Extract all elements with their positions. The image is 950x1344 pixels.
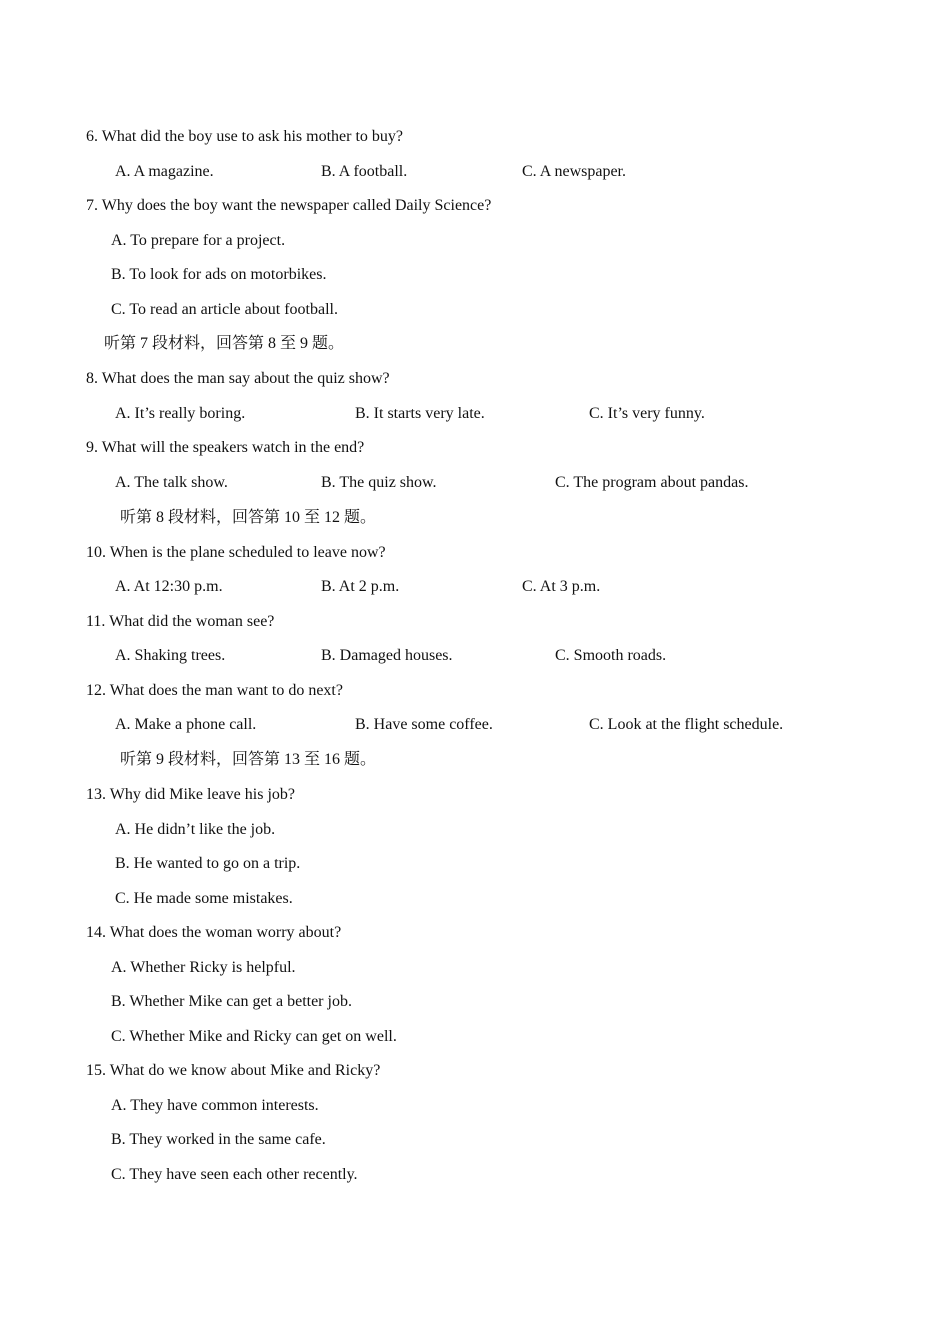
question-8-stem: 8. What does the man say about the quiz show? — [86, 370, 390, 387]
question-7-option-a: A. To prepare for a project. — [111, 232, 286, 249]
question-12-option-b: B. Have some coffee. — [355, 716, 493, 733]
question-8-option-b: B. It starts very late. — [355, 405, 485, 422]
question-9-option-b: B. The quiz show. — [321, 474, 437, 491]
question-6-option-a: A. A magazine. — [115, 163, 214, 180]
question-6-option-c: C. A newspaper. — [522, 163, 626, 180]
question-9-stem: 9. What will the speakers watch in the end? — [86, 439, 365, 456]
question-8-option-a: A. It’s really boring. — [115, 405, 246, 422]
question-14-option-b: B. Whether Mike can get a better job. — [111, 993, 352, 1010]
question-8-option-c: C. It’s very funny. — [589, 405, 705, 422]
question-15-option-c: C. They have seen each other recently. — [111, 1166, 358, 1183]
question-13-stem: 13. Why did Mike leave his job? — [86, 786, 295, 803]
question-14-stem: 14. What does the woman worry about? — [86, 924, 342, 941]
question-10-option-b: B. At 2 p.m. — [321, 578, 400, 595]
section-8-heading: 听第 8 段材料，回答第 10 至 12 题。 — [120, 509, 377, 526]
question-13-option-c: C. He made some mistakes. — [115, 890, 293, 907]
section-7-heading: 听第 7 段材料，回答第 8 至 9 题。 — [104, 335, 345, 352]
question-12-option-c: C. Look at the flight schedule. — [589, 716, 784, 733]
question-6-stem: 6. What did the boy use to ask his mother to buy? — [86, 128, 403, 145]
question-7-stem: 7. Why does the boy want the newspaper called Daily Science? — [86, 197, 492, 214]
question-11-option-b: B. Damaged houses. — [321, 647, 453, 664]
question-15-stem: 15. What do we know about Mike and Ricky? — [86, 1062, 381, 1079]
question-12-stem: 12. What does the man want to do next? — [86, 682, 343, 699]
question-9-option-c: C. The program about pandas. — [555, 474, 749, 491]
question-13-option-a: A. He didn’t like the job. — [115, 821, 276, 838]
section-9-heading: 听第 9 段材料，回答第 13 至 16 题。 — [120, 751, 377, 768]
question-13-option-b: B. He wanted to go on a trip. — [115, 855, 301, 872]
question-9-option-a: A. The talk show. — [115, 474, 228, 491]
question-15-option-a: A. They have common interests. — [111, 1097, 319, 1114]
question-10-option-c: C. At 3 p.m. — [522, 578, 601, 595]
question-11-option-c: C. Smooth roads. — [555, 647, 667, 664]
question-7-option-c: C. To read an article about football. — [111, 301, 338, 318]
question-10-option-a: A. At 12:30 p.m. — [115, 578, 223, 595]
question-14-option-c: C. Whether Mike and Ricky can get on well. — [111, 1028, 397, 1045]
question-6-option-b: B. A football. — [321, 163, 408, 180]
question-7-option-b: B. To look for ads on motorbikes. — [111, 266, 327, 283]
question-11-stem: 11. What did the woman see? — [86, 613, 275, 630]
question-15-option-b: B. They worked in the same cafe. — [111, 1131, 326, 1148]
question-14-option-a: A. Whether Ricky is helpful. — [111, 959, 296, 976]
question-11-option-a: A. Shaking trees. — [115, 647, 226, 664]
question-12-option-a: A. Make a phone call. — [115, 716, 257, 733]
question-10-stem: 10. When is the plane scheduled to leave now? — [86, 544, 386, 561]
